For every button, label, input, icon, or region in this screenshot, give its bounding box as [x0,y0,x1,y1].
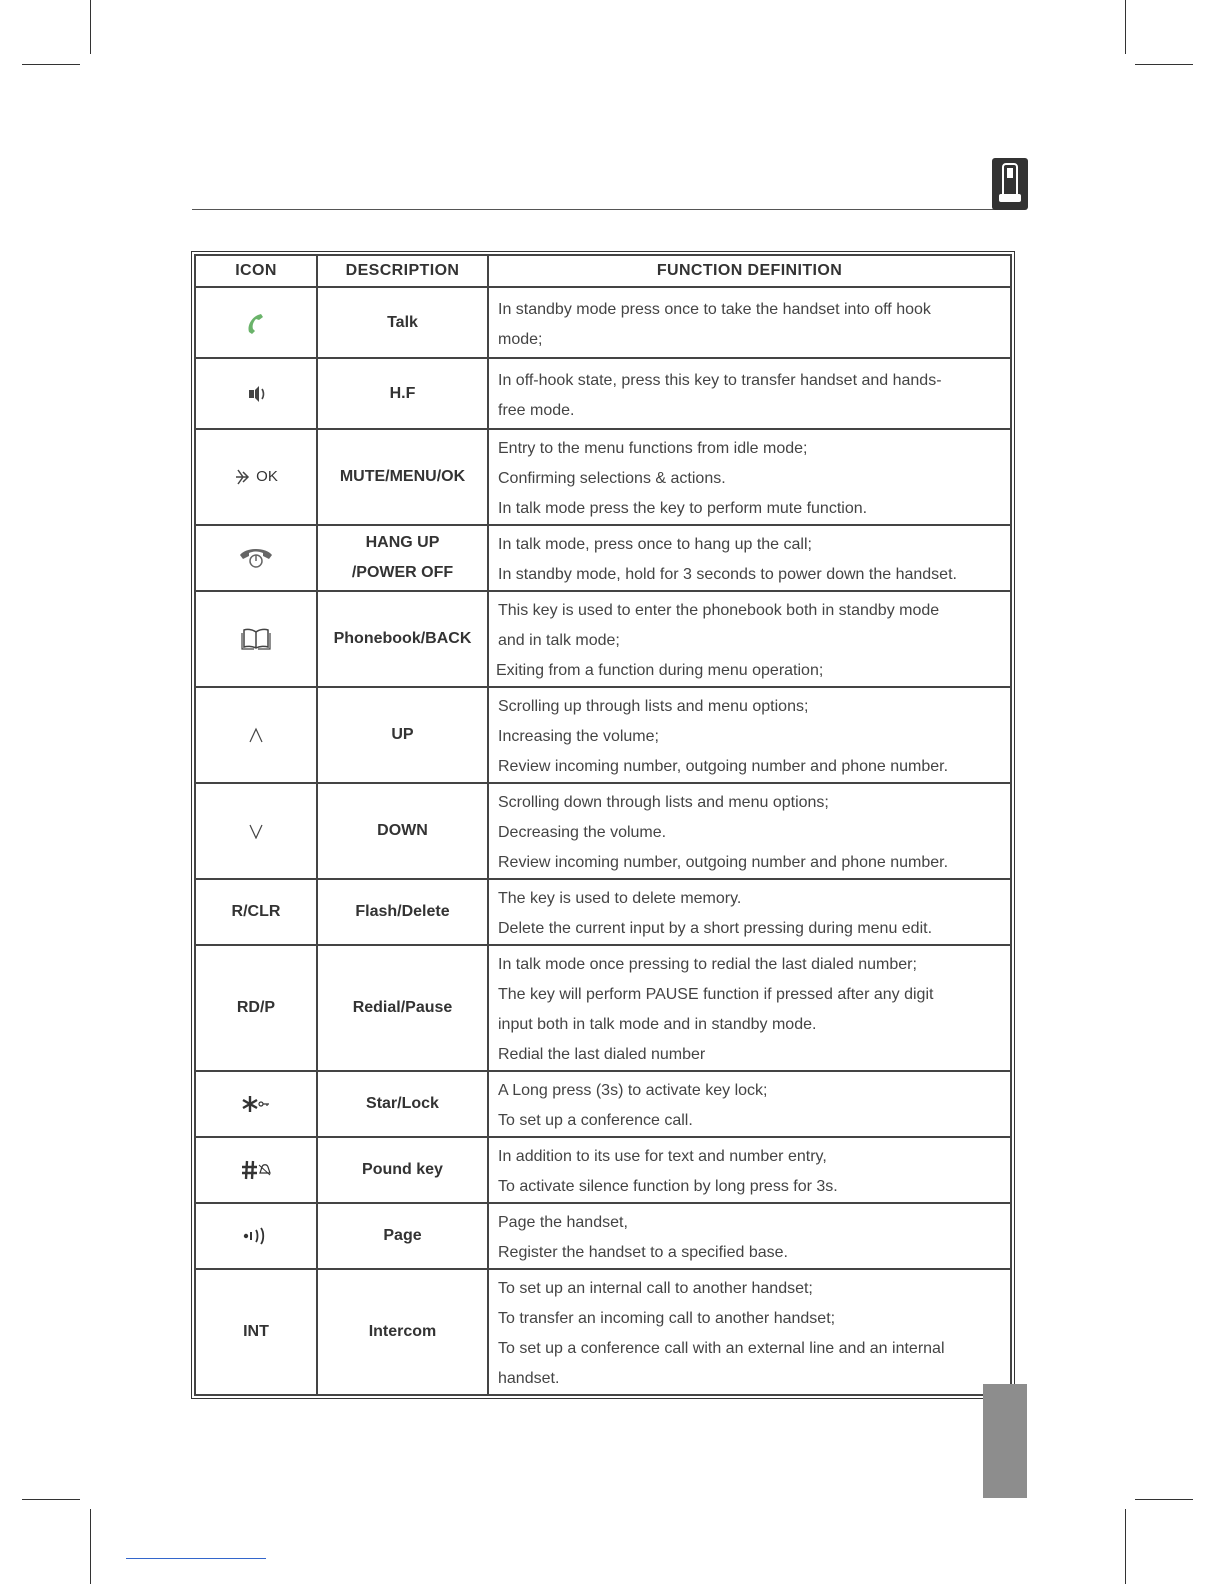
table-row [195,945,1011,1071]
description-label: Page [383,1227,422,1244]
table-row [195,687,1011,783]
function-cell [488,525,1011,591]
table-row [195,1137,1011,1203]
icon-cell [195,945,317,1071]
function-cell [488,1137,1011,1203]
function-line: Page the handset, [498,1214,628,1231]
function-line: free mode. [498,401,575,419]
function-line: mode; [498,330,543,348]
icon-cell [195,358,317,429]
description-label: /POWER OFF [351,564,454,581]
table-row [195,879,1011,945]
function-cell [488,1269,1011,1395]
function-table [191,251,1015,1399]
function-line: In standby mode press once to take the handset into off hook [498,300,931,318]
function-line: Review incoming number, outgoing number and phone number. [498,758,949,775]
description-label: HANG UP [365,534,440,551]
function-line: This key is used to enter the phonebook both in standby mode [498,602,940,619]
icon-cell [195,783,317,879]
function-line: In talk mode press the key to perform mute function. [498,500,868,517]
description-label: Redial/Pause [352,999,453,1016]
table-row [195,429,1011,525]
function-line: In talk mode once pressing to redial the last dialed number; [498,956,917,973]
function-cell [488,1203,1011,1269]
function-cell [488,358,1011,429]
side-tab [983,1384,1027,1498]
function-line: A Long press (3s) to activate key lock; [498,1082,768,1099]
header-function-definition: FUNCTION DEFINITION [488,255,1011,287]
function-cell [488,591,1011,687]
down-arrow-icon [248,823,264,839]
table-row [195,1203,1011,1269]
table-row [195,1071,1011,1137]
description-cell [317,783,488,879]
function-line: To set up a conference call with an external line and an internal [498,1340,945,1357]
crop-mark [1125,1509,1126,1584]
function-line: Scrolling down through lists and menu options; [498,794,829,811]
up-arrow-icon [248,727,264,743]
description-cell [317,1137,488,1203]
icon-cell [195,1071,317,1137]
description-label: Intercom [368,1323,437,1340]
table-row [195,358,1011,429]
menu-ok-icon [234,467,256,487]
table-row [195,1269,1011,1395]
function-line: Register the handset to a specified base. [498,1244,788,1261]
description-label: Flash/Delete [355,903,450,920]
footer-link-underline[interactable] [126,1558,266,1559]
description-cell [317,879,488,945]
function-line: In addition to its use for text and number entry, [498,1148,827,1165]
table-row [195,525,1011,591]
function-cell [488,1071,1011,1137]
description-cell [317,358,488,429]
header-rule [192,209,998,210]
pound-silence-icon [241,1159,271,1181]
description-cell [317,1269,488,1395]
crop-mark [1125,0,1126,54]
function-cell [488,287,1011,358]
function-line: In talk mode, press once to hang up the call; [498,536,812,553]
icon-cell [195,1269,317,1395]
header-description: DESCRIPTION [317,255,488,287]
function-cell [488,783,1011,879]
description-cell [317,429,488,525]
function-line: Exiting from a function during menu operation; [496,662,824,679]
function-line: handset. [498,1370,560,1387]
function-line: In off-hook state, press this key to transfer handset and hands- [498,371,942,389]
function-line: Review incoming number, outgoing number and phone number. [498,854,949,871]
icon-cell [195,687,317,783]
crop-mark [22,1499,80,1500]
icon-cell [195,287,317,358]
r-clr-key-label: R/CLR [231,903,281,920]
talk-icon [243,310,269,336]
description-label: H.F [389,384,416,402]
hang-up-icon [238,545,274,571]
table-row [195,591,1011,687]
table-header-row [195,255,1011,287]
rd-p-key-label: RD/P [236,999,276,1016]
function-line: To set up a conference call. [498,1112,693,1129]
crop-mark [1135,64,1193,65]
speaker-icon [245,384,267,404]
function-line: In standby mode, hold for 3 seconds to power down the handset. [498,566,957,583]
function-line: To set up an internal call to another handset; [498,1280,813,1297]
crop-mark [22,64,80,65]
icon-cell [195,1137,317,1203]
function-cell [488,429,1011,525]
function-line: To transfer an incoming call to another handset; [498,1310,836,1327]
phonebook-icon [241,627,271,651]
description-label: Talk [387,313,418,331]
function-line: input both in talk mode and in standby mode. [498,1016,817,1033]
description-label: Phonebook/BACK [333,630,472,647]
function-cell [488,945,1011,1071]
function-cell [488,879,1011,945]
description-label: MUTE/MENU/OK [339,468,466,485]
table-row [195,783,1011,879]
function-line: Entry to the menu functions from idle mode; [498,440,808,457]
function-line: Scrolling up through lists and menu options; [498,698,809,715]
page-icon [242,1225,270,1247]
description-label: DOWN [377,822,428,839]
crop-mark [90,1509,91,1584]
description-label: UP [391,726,414,743]
header-icon: ICON [195,255,317,287]
star-lock-icon [241,1093,271,1115]
description-cell [317,945,488,1071]
menu-ok-label: OK [256,468,278,486]
handset-tab [992,158,1028,210]
function-line: Redial the last dialed number [498,1046,706,1063]
description-cell [317,287,488,358]
description-label: Pound key [362,1161,443,1178]
description-cell [317,687,488,783]
function-line: To activate silence function by long press for 3s. [498,1178,838,1195]
description-label: Star/Lock [366,1095,439,1112]
icon-cell [195,525,317,591]
description-cell [317,591,488,687]
function-line: and in talk mode; [498,632,620,649]
description-cell [317,1203,488,1269]
function-line: Confirming selections & actions. [498,470,726,487]
function-line: The key will perform PAUSE function if pressed after any digit [498,986,934,1003]
function-line: Increasing the volume; [498,728,659,745]
icon-cell [195,429,317,525]
function-line: Delete the current input by a short pressing during menu edit. [498,920,933,937]
icon-cell [195,1203,317,1269]
description-cell [317,1071,488,1137]
crop-mark [90,0,91,54]
handset-icon [992,158,1028,210]
icon-cell [195,879,317,945]
function-line: The key is used to delete memory. [498,890,742,907]
description-cell [317,525,488,591]
table-row [195,287,1011,358]
crop-mark [1135,1499,1193,1500]
function-line: Decreasing the volume. [498,824,667,841]
icon-cell [195,591,317,687]
function-cell [488,687,1011,783]
int-key-label: INT [243,1323,269,1340]
